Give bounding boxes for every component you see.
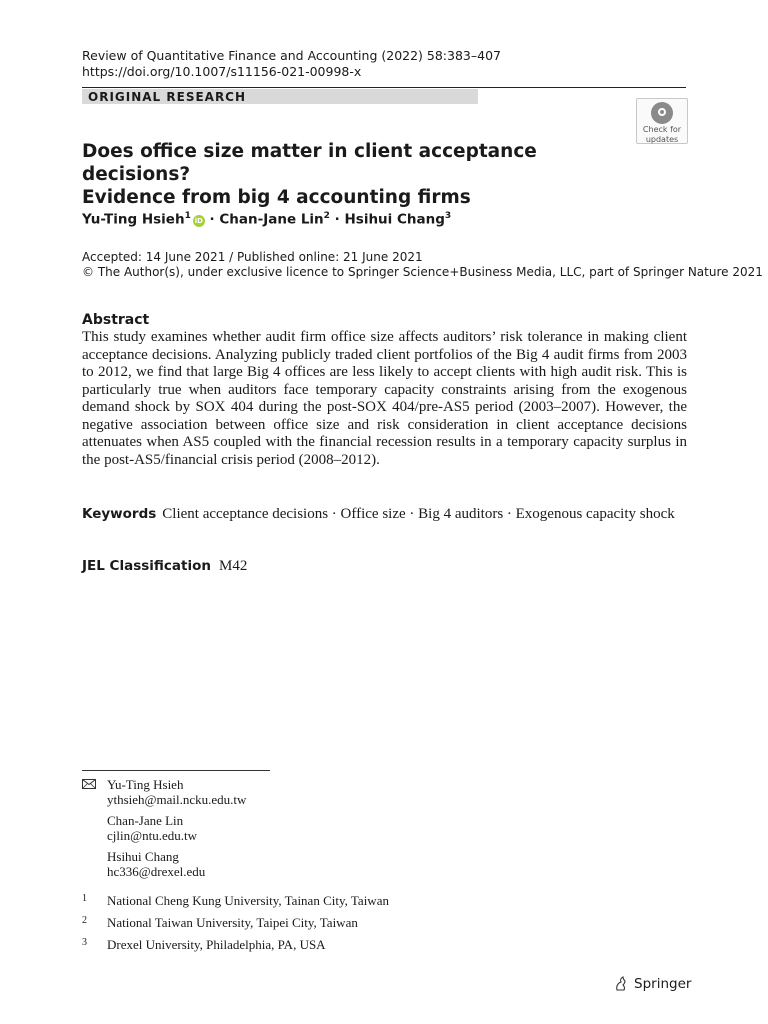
jel-classification — [82, 558, 247, 576]
contact-email[interactable]: hc336@drexel.edu — [107, 864, 206, 879]
abstract-heading: Abstract — [82, 312, 150, 328]
title-line-2: Evidence from big 4 accounting firms — [82, 187, 471, 208]
author-affiliation-sup: 2 — [323, 211, 330, 221]
keywords — [82, 506, 687, 524]
affiliation-text: National Cheng Kung University, Tainan City, Taiwan — [107, 893, 389, 908]
jel-value: M42 — [218, 558, 248, 574]
springer-horse-icon — [613, 976, 629, 992]
keywords-text: Client acceptance decisions · Office size · Big 4 auditors · Exogenous capacity shock — [162, 506, 675, 522]
author-separator: · — [334, 211, 340, 228]
author-name[interactable]: Yu-Ting Hsieh — [82, 211, 185, 228]
author-affiliation-sup: 1 — [184, 211, 191, 221]
author-name[interactable]: Hsihui Chang — [344, 211, 445, 228]
publication-dates: Accepted: 14 June 2021 / Published online: 21 June 2021 — [82, 250, 423, 264]
update-icon — [651, 102, 673, 124]
keywords-label: Keywords — [82, 506, 157, 522]
affiliation-text: National Taiwan University, Taipei City, Taiwan — [107, 915, 358, 930]
contact-name: Chan-Jane Lin — [107, 813, 184, 828]
affiliation-number: 3 — [82, 937, 87, 948]
footnote-rule — [82, 770, 270, 771]
author-list — [82, 207, 451, 229]
affiliation-text: Drexel University, Philadelphia, PA, USA — [107, 937, 326, 952]
badge-line-2: updates — [645, 135, 679, 144]
journal-citation: Review of Quantitative Finance and Accounting (2022) 58:383–407 — [82, 48, 501, 63]
contact-entry — [107, 777, 246, 807]
contact-email[interactable]: cjlin@ntu.edu.tw — [107, 828, 197, 843]
title-line-1: Does office size matter in client acceptance decisions? — [82, 141, 537, 185]
article-title — [82, 140, 642, 209]
contact-entry — [107, 849, 205, 879]
orcid-icon[interactable]: iD — [194, 216, 203, 225]
abstract-text: This study examines whether audit firm office size affects auditors’ risk tolerance in making client acceptance decisions. Analyzing publicly traded client portfolios of the Big 4 audit firms from 2003 to 2012, we find that large Big 4 offices are less likely to accept clients with high audit risk. This is particularly true when auditors face temporary capacity constraints arising from the exogenous demand shock by SOX 404 during the post-SOX 404/pre-AS5 period (2003–2007). However, the negative association between office size and risk consideration in client acceptance decisions attenuates when AS5 coupled with the financial recession results in a temporary capacity surplus in the post-AS5/financial crisis period (2008–2012). — [82, 329, 687, 468]
doi-link[interactable]: https://doi.org/10.1007/s11156-021-00998-x — [82, 64, 362, 79]
check-for-updates-badge[interactable] — [636, 98, 688, 144]
contact-name: Yu-Ting Hsieh — [107, 777, 184, 792]
contact-email[interactable]: ythsieh@mail.ncku.edu.tw — [107, 792, 247, 807]
envelope-icon — [82, 779, 96, 789]
author-name[interactable]: Chan-Jane Lin — [219, 211, 324, 228]
affiliation-number: 2 — [82, 915, 87, 926]
section-label: ORIGINAL RESEARCH — [88, 90, 247, 104]
contact-name: Hsihui Chang — [107, 849, 179, 864]
publisher-logo-text: Springer — [634, 976, 692, 992]
header-rule — [82, 87, 686, 88]
author-separator: · — [209, 211, 215, 228]
affiliation-number: 1 — [82, 893, 87, 904]
badge-line-1: Check for — [642, 125, 682, 134]
jel-label: JEL Classification — [82, 558, 211, 574]
copyright-notice: © The Author(s), under exclusive licence to Springer Science+Business Media, LLC, part of Springer Nature 2021 — [82, 265, 763, 279]
contact-entry — [107, 813, 197, 843]
author-affiliation-sup: 3 — [444, 211, 452, 221]
